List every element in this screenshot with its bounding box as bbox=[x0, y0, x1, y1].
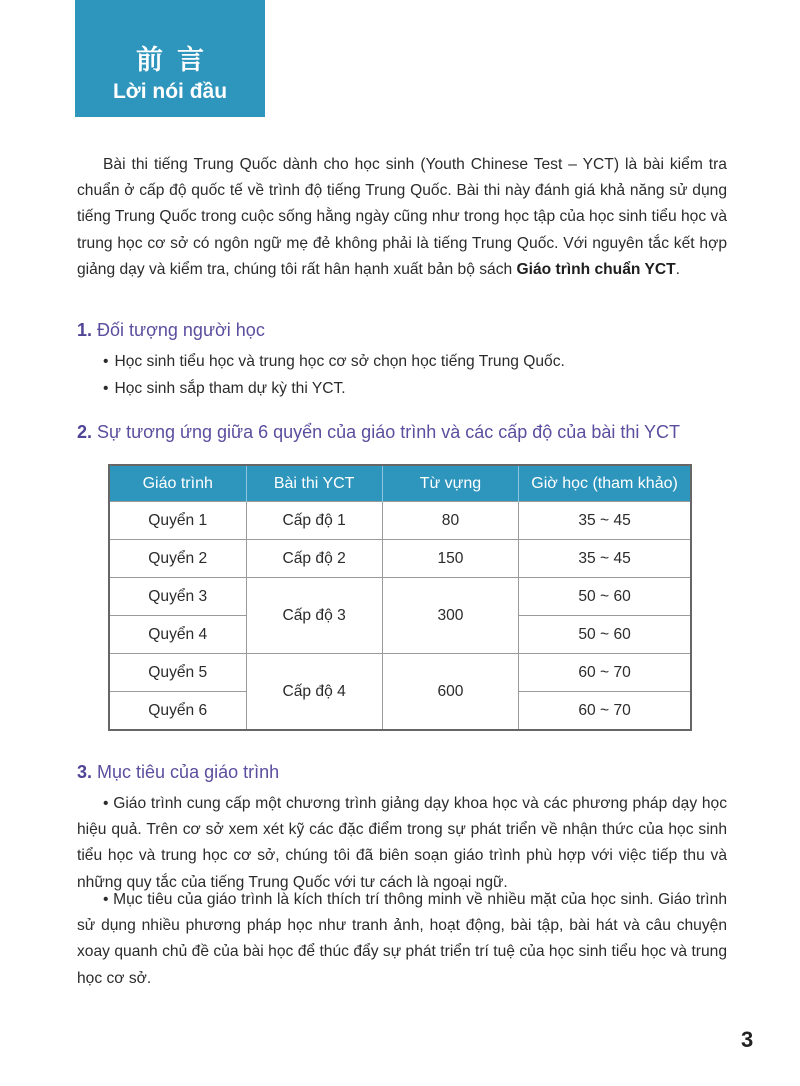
section-title: Đối tượng người học bbox=[97, 320, 265, 340]
table-header-row bbox=[109, 465, 691, 502]
intro-paragraph bbox=[77, 152, 727, 283]
level-cell: Cấp độ 1 bbox=[246, 502, 382, 540]
vocab-cell: 300 bbox=[382, 578, 518, 654]
list-item-text: Học sinh tiểu học và trung học cơ sở chọn học tiếng Trung Quốc. bbox=[114, 353, 565, 370]
table-row bbox=[109, 654, 691, 692]
bullet-icon: • bbox=[103, 353, 109, 370]
section-number: 3. bbox=[77, 762, 93, 782]
column-header: Giáo trình bbox=[109, 465, 246, 502]
goal-paragraph-2 bbox=[77, 887, 727, 992]
page-number: 3 bbox=[741, 1027, 754, 1052]
section-number: 2. bbox=[77, 422, 93, 442]
book-cell: Quyển 2 bbox=[109, 540, 246, 578]
title-chinese: 前言 bbox=[136, 45, 218, 76]
section-number: 1. bbox=[77, 320, 93, 340]
level-cell: Cấp độ 4 bbox=[246, 654, 382, 731]
bullet-icon: • bbox=[103, 380, 109, 397]
table-row bbox=[109, 578, 691, 616]
title-vietnamese: Lời nói đầu bbox=[112, 80, 228, 103]
column-header: Bài thi YCT bbox=[246, 465, 382, 502]
section-title: Mục tiêu của giáo trình bbox=[97, 762, 280, 782]
hours-cell: 50 ~ 60 bbox=[519, 578, 691, 616]
section-title: Sự tương ứng giữa 6 quyển của giáo trình và các cấp độ của bài thi YCT bbox=[97, 422, 681, 442]
column-header: Từ vựng bbox=[382, 465, 518, 502]
paragraph-text: Mục tiêu của giáo trình là kích thích trí thông minh về nhiều mặt của học sinh. Giáo trình sử dụng nhiều phương pháp học như tranh ảnh, hoạt động, bài tập, bài hát và câu chuyện xoay quanh chủ đề của bài học để thúc đẩy sự phát triển trí tuệ của học sinh tiểu học và trung học cơ sở. bbox=[77, 891, 727, 987]
level-cell: Cấp độ 3 bbox=[246, 578, 382, 654]
column-header: Giờ học (tham khảo) bbox=[519, 465, 691, 502]
chapter-title-box bbox=[75, 0, 265, 117]
hours-cell: 60 ~ 70 bbox=[519, 692, 691, 731]
level-cell: Cấp độ 2 bbox=[246, 540, 382, 578]
list-item bbox=[103, 380, 346, 398]
goal-paragraph-1 bbox=[77, 791, 727, 896]
bullet-icon: • bbox=[103, 795, 114, 812]
hours-cell: 50 ~ 60 bbox=[519, 616, 691, 654]
book-cell: Quyển 6 bbox=[109, 692, 246, 731]
bullet-icon: • bbox=[103, 891, 114, 908]
vocab-cell: 80 bbox=[382, 502, 518, 540]
table-row bbox=[109, 540, 691, 578]
section-3-heading bbox=[77, 762, 279, 783]
intro-text: Bài thi tiếng Trung Quốc dành cho học sinh (Youth Chinese Test – YCT) là bài kiểm tra chuẩn ở cấp độ quốc tế về trình độ tiếng Trung Quốc. Bài thi này đánh giá khả năng sử dụng tiếng Trung Quốc trong cuộc sống hằng ngày cũng như trong học tập của học sinh tiểu học và trung học cơ sở có ngôn ngữ mẹ đẻ không phải là tiếng Trung Quốc. Với nguyên tắc kết hợp giảng dạy và kiểm tra, chúng tôi rất hân hạnh xuất bản bộ sách bbox=[77, 156, 727, 278]
hours-cell: 35 ~ 45 bbox=[519, 502, 691, 540]
list-item-text: Học sinh sắp tham dự kỳ thi YCT. bbox=[114, 380, 346, 397]
hours-cell: 60 ~ 70 bbox=[519, 654, 691, 692]
book-title-bold: Giáo trình chuẩn YCT bbox=[516, 260, 676, 278]
book-cell: Quyển 5 bbox=[109, 654, 246, 692]
list-item bbox=[103, 353, 565, 371]
vocab-cell: 150 bbox=[382, 540, 518, 578]
section-1-heading bbox=[77, 320, 265, 341]
book-cell: Quyển 4 bbox=[109, 616, 246, 654]
table-row bbox=[109, 502, 691, 540]
hours-cell: 35 ~ 45 bbox=[519, 540, 691, 578]
section-2-heading bbox=[77, 422, 680, 443]
book-cell: Quyển 3 bbox=[109, 578, 246, 616]
book-cell: Quyển 1 bbox=[109, 502, 246, 540]
intro-text-end: . bbox=[675, 260, 680, 278]
yct-correspondence-table bbox=[108, 464, 692, 731]
paragraph-text: Giáo trình cung cấp một chương trình giảng dạy khoa học và các phương pháp dạy học hiệu quả. Trên cơ sở xem xét kỹ các đặc điểm trong sự phát triển về nhận thức của học sinh tiểu học và trung học cơ sở, chúng tôi đã biên soạn giáo trình phù hợp với việc tiếp thu và những quy tắc của tiếng Trung Quốc với tư cách là ngoại ngữ. bbox=[77, 795, 727, 891]
vocab-cell: 600 bbox=[382, 654, 518, 731]
